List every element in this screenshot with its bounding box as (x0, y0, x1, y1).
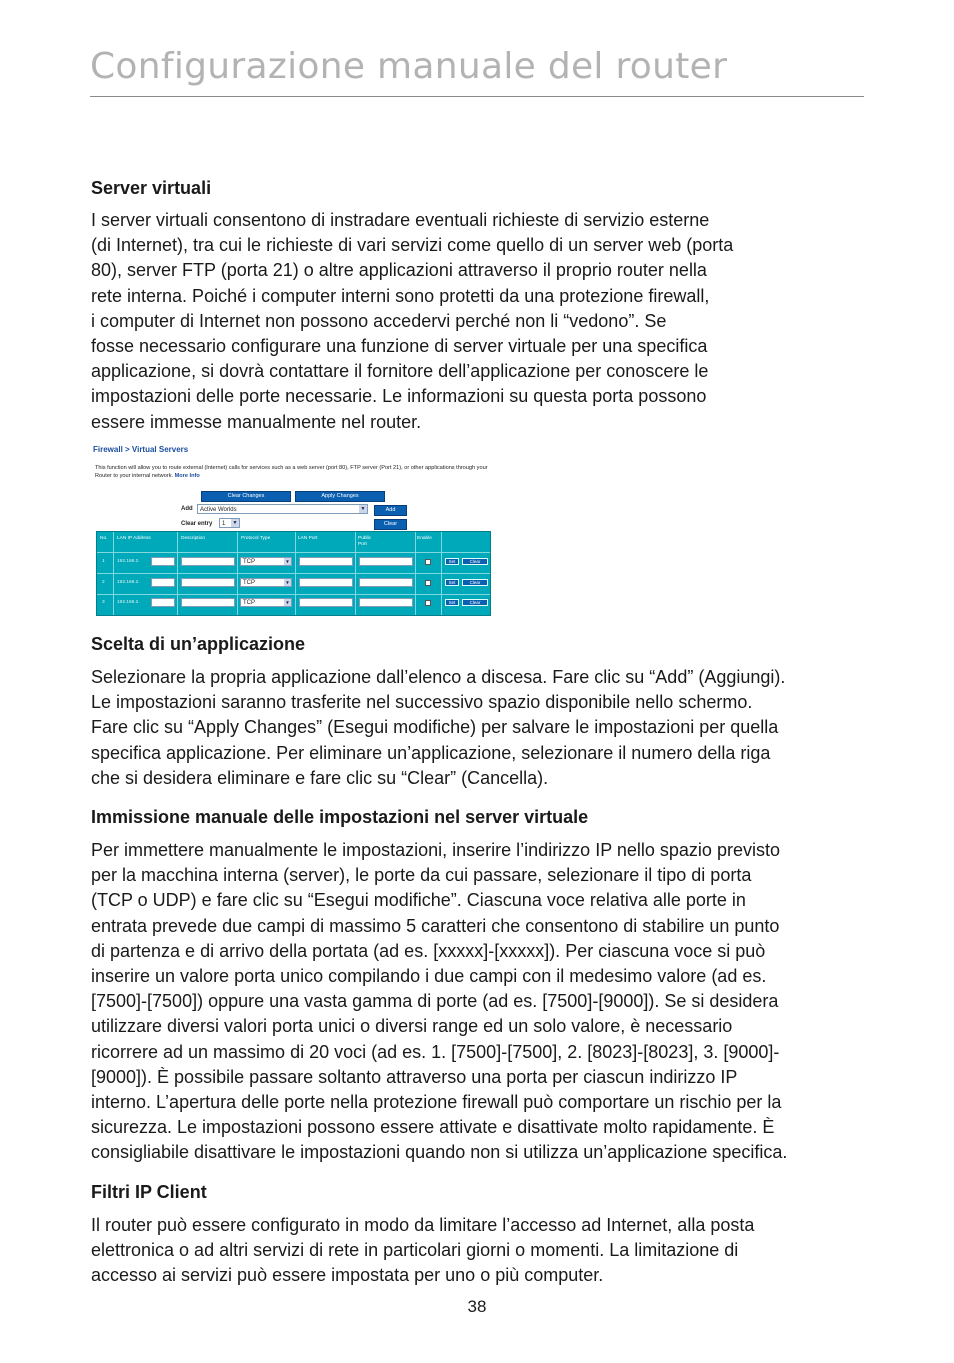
text-line: ricorrere ad un massimo di 20 voci (ad es. 1. [7500]-[7500], 2. [8023]-[8023], 3. [9000]- (91, 1041, 780, 1062)
text-line: elettronica o ad altri servizi di rete in particolari giorni o momenti. La limitazione di (91, 1240, 739, 1261)
set-button[interactable]: Set (445, 599, 459, 606)
description-text: This function will allow you to route external (Internet) calls for services such as a web server (port 80), FTP server (Port 21), or other applications through your Router to your internal network. (95, 465, 488, 479)
chevron-down-icon: ▼ (285, 559, 290, 564)
lan-ip-prefix: 192.168.2. (117, 600, 140, 605)
clear-entry-select[interactable] (219, 518, 240, 528)
protocol-select[interactable] (240, 557, 292, 566)
text-line: Il router può essere configurato in modo da limitare l’accesso ad Internet, alla posta (91, 1215, 755, 1235)
row-divider (97, 594, 490, 595)
application-select-value: Active Worlds (200, 507, 237, 513)
protocol-select[interactable] (240, 598, 292, 607)
column-header-enable: Enable (417, 536, 432, 541)
enable-checkbox[interactable] (425, 600, 431, 606)
clear-entry-label: Clear entry (181, 521, 213, 527)
lan-port-input[interactable] (299, 578, 353, 587)
more-info-link[interactable]: More Info (174, 473, 200, 479)
text-line: sicurezza. Le impostazioni possono essere attivate e disattivate molto rapidamente. È (91, 1117, 775, 1138)
section-heading-manual-settings: Immissione manuale delle impostazioni nel server virtuale (91, 807, 589, 827)
public-port-input[interactable] (359, 598, 413, 607)
enable-checkbox[interactable] (425, 580, 431, 586)
text-line: impostazioni delle porte necessarie. Le informazioni su questa porta possono (91, 386, 707, 407)
text-line: interno. L’apertura delle porte nella protezione firewall può comportare un rischio per la (91, 1092, 782, 1113)
section-paragraph-virtual-servers (91, 208, 911, 435)
chevron-down-icon: ▼ (285, 580, 290, 585)
description-input[interactable] (181, 578, 235, 587)
text-line: Selezionare la propria applicazione dall’elenco a discesa. Fare clic su “Add” (Aggiungi). (91, 667, 786, 687)
row-clear-button[interactable]: Clear (462, 558, 488, 565)
protocol-value: TCP (243, 559, 255, 565)
text-line: fosse necessario configurare una funzione di server virtuale per una specifica (91, 336, 708, 357)
text-line: [9000]). È possibile passare soltanto attraverso una porta per ciascun indirizzo IP (91, 1066, 738, 1087)
page-number: 38 (467, 1297, 487, 1316)
application-select[interactable] (197, 504, 368, 514)
page-title: Configurazione manuale del router (90, 46, 728, 87)
row-number: 3 (102, 600, 105, 605)
text-line: [7500]-[7500]) oppure una vasta gamma di porte (ad es. [7500]-[9000]). Se si desidera (91, 991, 779, 1012)
text-line: specifica applicazione. Per eliminare un’applicazione, selezionare il numero della riga (91, 742, 771, 763)
column-header-description: Description (181, 536, 205, 541)
text-line: (TCP o UDP) e fare clic su “Esegui modifiche”. Ciascuna voce relativa alle porte in (91, 890, 746, 911)
section-paragraph-ip-client-filters (91, 1213, 911, 1289)
row-divider (97, 552, 490, 553)
clear-entry-select-value: 1 (222, 521, 226, 527)
section-paragraph-choose-application (91, 665, 911, 791)
text-line: accesso ai servizi può essere impostata per uno o più computer. (91, 1265, 604, 1286)
row-clear-button[interactable]: Clear (462, 579, 488, 586)
set-button[interactable]: Set (445, 579, 459, 586)
set-button[interactable]: Set (445, 558, 459, 565)
row-divider (97, 573, 490, 574)
text-line: per la macchina interna (server), le porte da cui passare, selezionare il tipo di porta (91, 865, 752, 886)
text-line: I server virtuali consentono di instradare eventuali richieste di servizio esterne (91, 210, 710, 230)
protocol-select[interactable] (240, 578, 292, 587)
row-clear-button[interactable]: Clear (462, 599, 488, 606)
public-port-input[interactable] (359, 557, 413, 566)
description-input[interactable] (181, 557, 235, 566)
section-paragraph-manual-settings (91, 838, 911, 1166)
lan-port-input[interactable] (299, 557, 353, 566)
lan-ip-input[interactable] (151, 557, 175, 566)
text-line: Per immettere manualmente le impostazioni, inserire l’indirizzo IP nello spazio previsto (91, 840, 780, 860)
section-heading-choose-application: Scelta di un’applicazione (91, 634, 306, 654)
public-port-input[interactable] (359, 578, 413, 587)
column-header-protocol: Protocol Type (241, 536, 271, 541)
text-line: che si desidera eliminare e fare clic su “Clear” (Cancella). (91, 767, 549, 788)
text-line: essere immesse manualmente nel router. (91, 411, 422, 432)
text-line: consigliabile disattivare le impostazioni quando non si utilizza un’applicazione specifica. (91, 1142, 788, 1163)
text-line: entrata prevede due campi di massimo 5 caratteri che consentono di stabilire un punto (91, 915, 780, 936)
text-line: (di Internet), tra cui le richieste di vari servizi come quello di un server web (porta (91, 235, 734, 256)
chevron-down-icon: ▼ (232, 520, 238, 526)
column-header-lan-ip: LAN IP Address (117, 536, 151, 541)
lan-ip-prefix: 192.168.2. (117, 559, 140, 564)
text-line: utilizzare diversi valori porta unici o diversi range ed un solo valore, è necessario (91, 1016, 733, 1037)
add-button[interactable]: Add (374, 505, 407, 516)
section-heading-virtual-servers: Server virtuali (91, 178, 212, 198)
lan-port-input[interactable] (299, 598, 353, 607)
enable-checkbox[interactable] (425, 559, 431, 565)
breadcrumb[interactable]: Firewall > Virtual Servers (93, 445, 189, 454)
virtual-servers-table (96, 531, 491, 616)
row-number: 2 (102, 580, 105, 585)
row-number: 1 (102, 559, 105, 564)
text-line: Fare clic su “Apply Changes” (Esegui modifiche) per salvare le impostazioni per quella (91, 717, 779, 738)
column-header-lan-port: LAN Port (298, 536, 318, 541)
add-label: Add (181, 506, 193, 512)
description-input[interactable] (181, 598, 235, 607)
protocol-value: TCP (243, 600, 255, 606)
column-header-no: No. (100, 536, 108, 541)
lan-ip-prefix: 192.168.2. (117, 580, 140, 585)
text-line: rete interna. Poiché i computer interni sono protetti da una protezione firewall, (91, 285, 710, 306)
screenshot-description (95, 464, 491, 480)
clear-button[interactable]: Clear (374, 519, 407, 530)
protocol-value: TCP (243, 580, 255, 586)
virtual-servers-screenshot (93, 444, 491, 616)
title-divider (90, 96, 864, 97)
chevron-down-icon: ▼ (360, 506, 366, 512)
text-line: di partenza e di arrivo della portata (ad es. [xxxxx]-[xxxxx]). Per ciascuna voce si può (91, 940, 766, 961)
text-line: applicazione, si dovrà contattare il fornitore dell’applicazione per conoscere le (91, 361, 709, 382)
text-line: inserire un valore porta unico compilando i due campi con il medesimo valore (ad es. (91, 966, 767, 987)
lan-ip-input[interactable] (151, 578, 175, 587)
text-line: i computer di Internet non possono accedervi perché non li “vedono”. Se (91, 310, 667, 331)
text-line: 80), server FTP (porta 21) o altre applicazioni attraverso il proprio router nella (91, 260, 707, 281)
column-header-public-port: Public Port (358, 536, 372, 547)
clear-changes-button[interactable]: Clear Changes (201, 491, 291, 502)
lan-ip-input[interactable] (151, 598, 175, 607)
section-heading-ip-client-filters: Filtri IP Client (91, 1182, 207, 1202)
text-line: Le impostazioni saranno trasferite nel successivo spazio disponibile nello schermo. (91, 692, 753, 713)
chevron-down-icon: ▼ (285, 600, 290, 605)
apply-changes-button[interactable]: Apply Changes (295, 491, 385, 502)
